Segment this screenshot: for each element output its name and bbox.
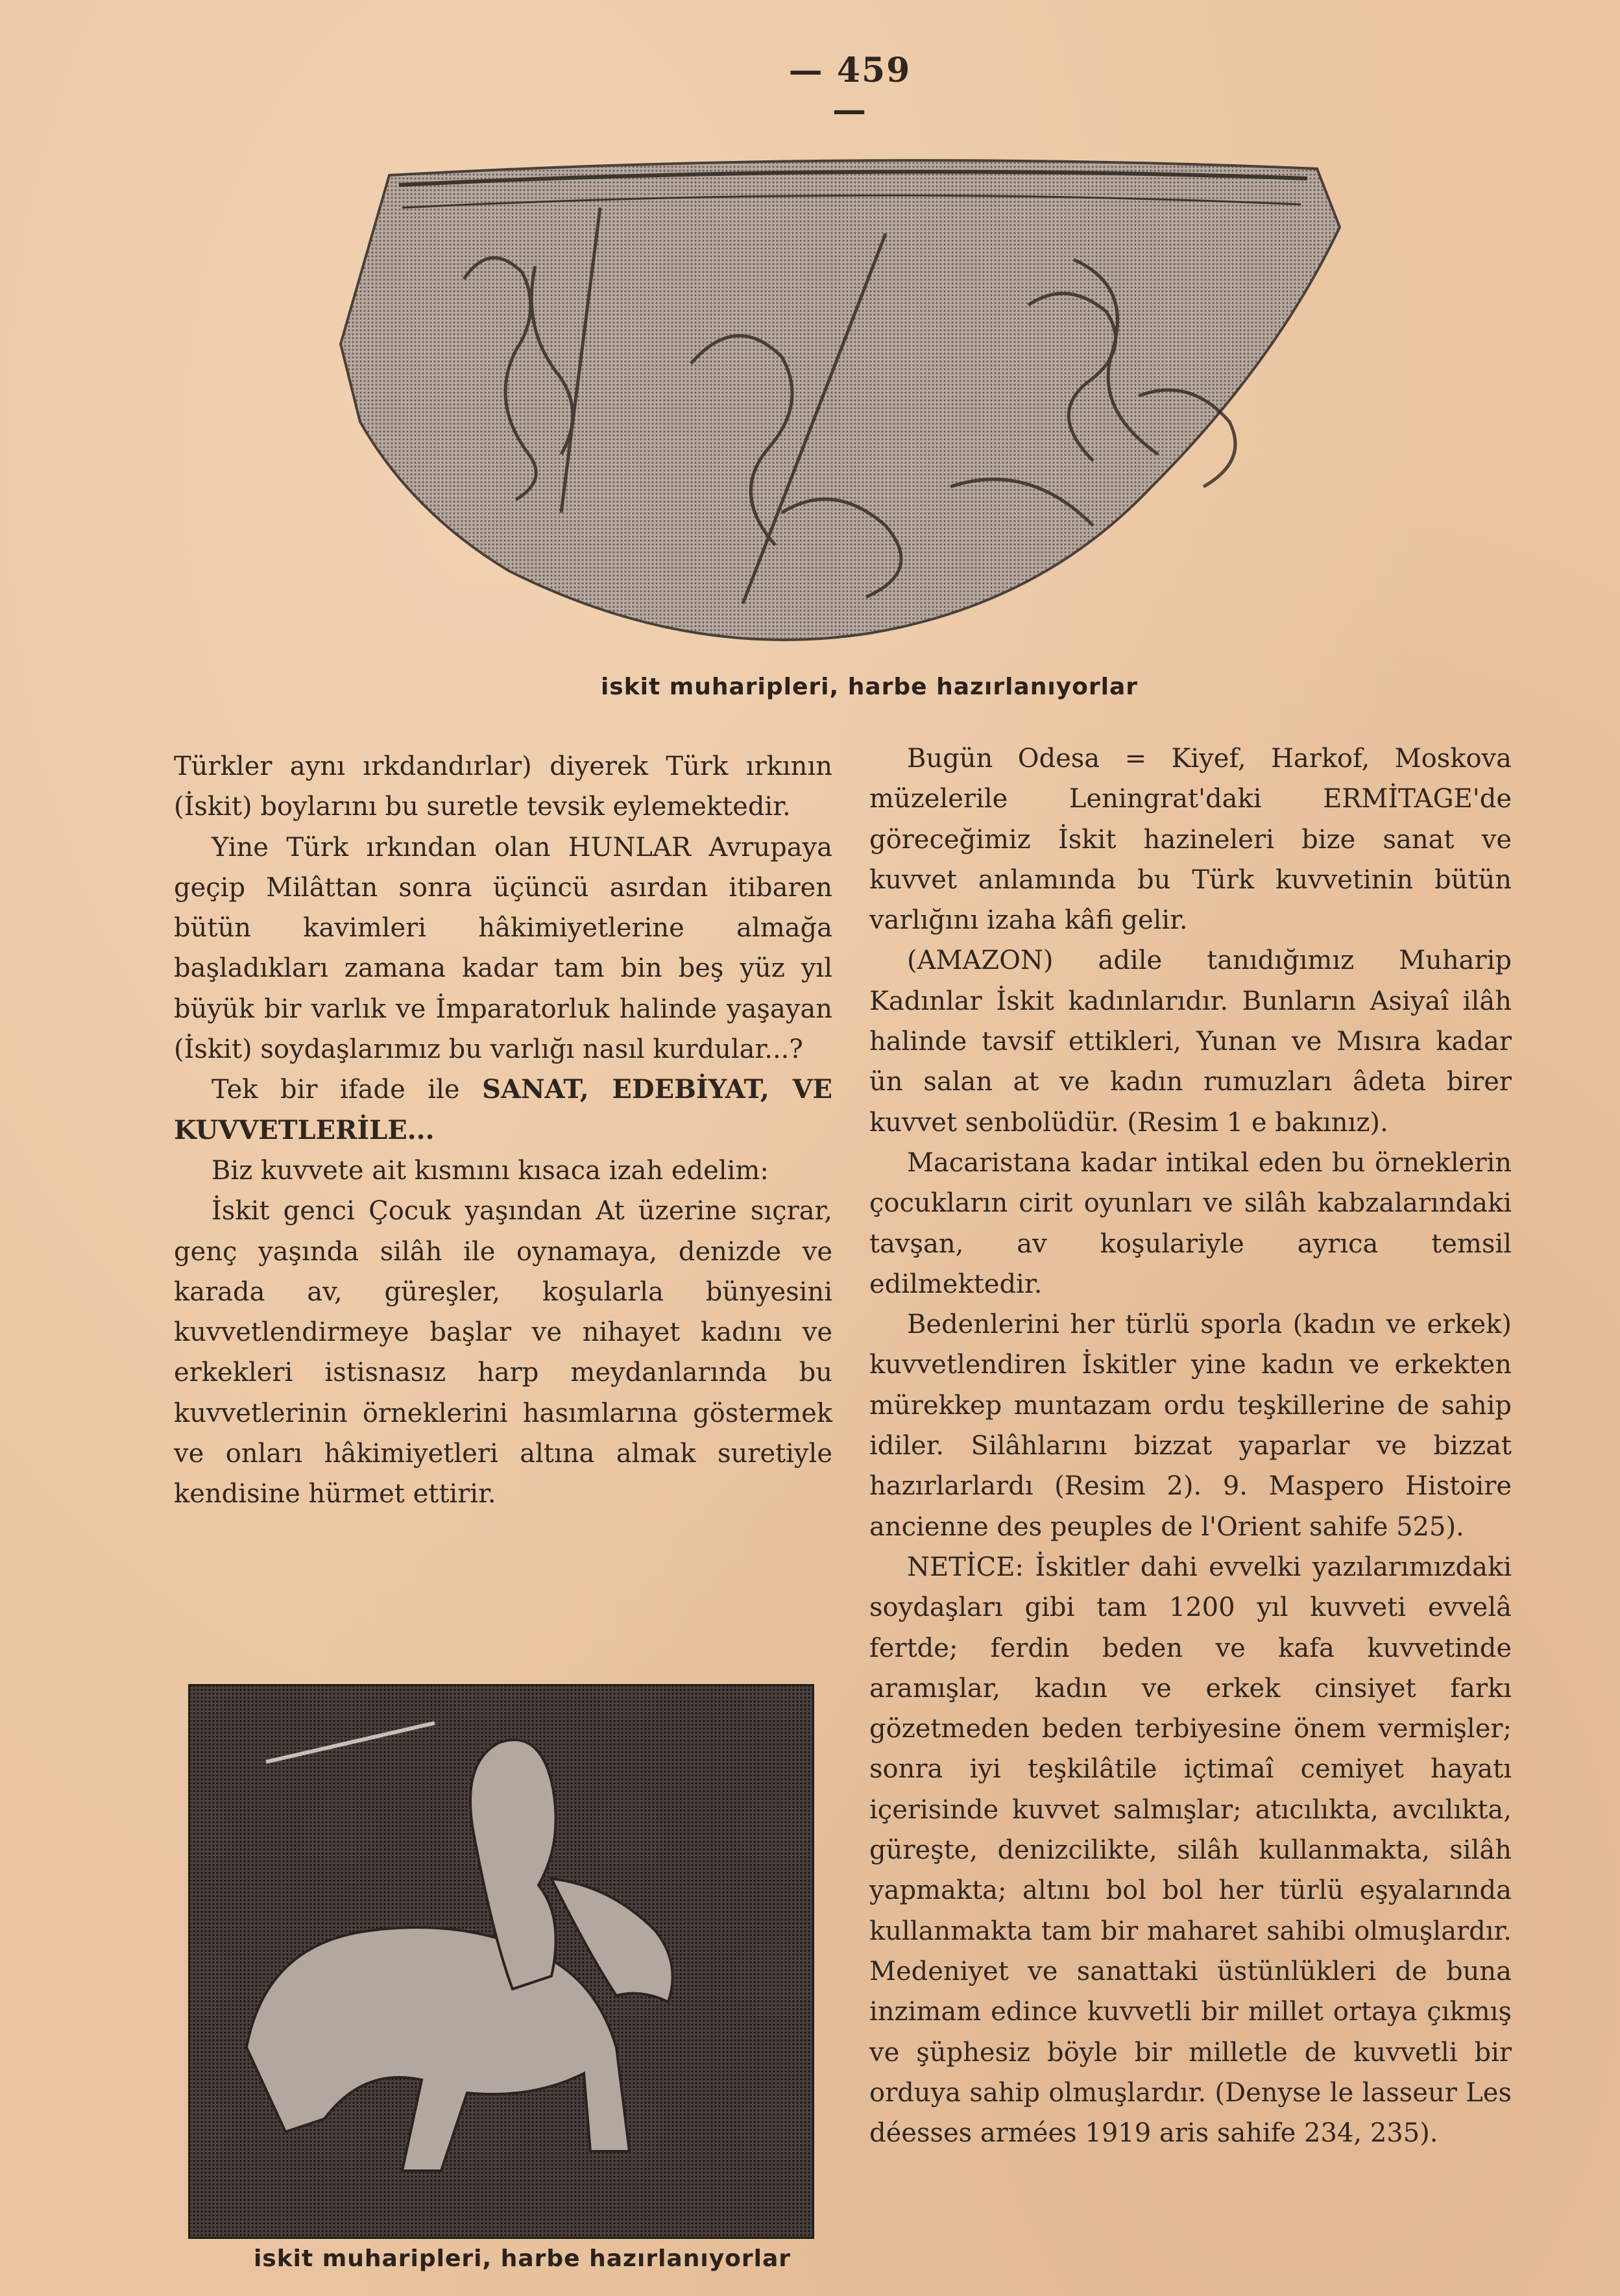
bottom-figure-image [188, 1684, 814, 2239]
left-paragraph-3-lead: Tek bir ifade ile [212, 1075, 483, 1105]
left-paragraph-3-emphasis: SANAT, EDEBİYAT, VE KUVVETLERİLE... [174, 1074, 832, 1145]
top-figure-image [328, 149, 1382, 688]
bottom-figure-caption: iskit muharipleri, harbe hazırlanıyorlar [253, 2245, 792, 2272]
left-column [174, 746, 832, 1515]
right-column [869, 739, 1512, 2153]
left-paragraph-5: İskit genci Çocuk yaşından At üzerine sıçrar, genç yaşında silâh ile oynamaya, denizde ve karada av, güreşler, koşularla bünyesini kuvvetlendirmeye başlar ve nihayet kadını ve erkekleri istisnasız harp meydanlarında bu kuvvetlerinin örneklerini hasımlarına göstermek ve onları hâkimiyetleri altına almak suretiyle kendisine hürmet ettirir. [174, 1196, 832, 1509]
left-paragraph-4: Biz kuvvete ait kısmını kısaca izah edelim: [212, 1155, 769, 1186]
right-paragraph-4: Bedenlerini her türlü sporla (kadın ve erkek) kuvvetlendiren İskitler yine kadın ve erkekten mürekkep muntazam ordu teşkillerine de sahip idiler. Silâhlarını bizzat yaparlar ve bizzat hazırlarlardı (Resim 2). 9. Maspero Histoire ancienne des peuples de l'Orient sahife 525). [869, 1310, 1512, 1542]
top-figure-caption: iskit muharipleri, harbe hazırlanıyorlar [600, 674, 1139, 700]
right-paragraph-1: Bugün Odesa = Kiyef, Harkof, Moskova müzelerile Leningrat'daki ERMİTAGE'de göreceğimiz İskit hazineleri bize sanat ve kuvvet anlamında bu Türk kuvvetinin bütün varlığını izaha kâfi gelir. [869, 744, 1512, 936]
right-paragraph-5: NETİCE: İskitler dahi evvelki yazılarımızdaki soydaşları gibi tam 1200 yıl kuvveti evvelâ fertde; ferdin beden ve kafa kuvvetinde aramışlar, kadın ve erkek cinsiyet farkı gözetmeden beden terbiyesine önem vermişler; sonra iyi teşkilâtile içtimaî cemiyet hayatı içerisinde kuvvet salmışlar; atıcılıkta, avcılıkta, güreşte, denizcilikte, silâh kullanmakta, silâh yapmakta; altını bol bol her türlü eşyalarında kullanmakta tam bir maharet sahibi olmuşlardır. Medeniyet ve sanattaki üstünlükleri de buna inzimam edince kuvvetli bir millet ortaya çıkmış ve şüphesiz böyle bir milletle de kuvvetli bir orduya sahip olmuşlardır. (Denyse le lasseur Les déesses armées 1919 aris sahife 234, 235). [869, 1552, 1512, 2149]
right-paragraph-2: (AMAZON) adile tanıdığımız Muharip Kadınlar İskit kadınlarıdır. Bunların Asiyaî ilâh halinde tavsif ettikleri, Yunan ve Mısıra kadar ün salan at ve kadın rumuzları âdeta birer kuvvet senbolüdür. (Resim 1 e bakınız). [869, 946, 1512, 1138]
left-paragraph-1: Türkler aynı ırkdandırlar) diyerek Türk ırkının (İskit) boylarını bu suretle tevsik eylemektedir. [174, 751, 832, 822]
left-paragraph-3 [174, 1069, 832, 1151]
right-paragraph-3: Macaristana kadar intikal eden bu örneklerin çocukların cirit oyunları ve silâh kabzalarındaki tavşan, av koşulariyle ayrıca temsil edilmektedir. [869, 1147, 1512, 1299]
page-number: — 459 — [788, 51, 912, 130]
left-paragraph-2: Yine Türk ırkından olan HUNLAR Avrupaya geçip Milâttan sonra üçüncü asırdan itibaren bütün kavimleri hâkimiyetlerine almağa başladıkları zamana kadar tam bin beş yüz yıl büyük bir varlık ve İmparatorluk halinde yaşayan (İskit) soydaşlarımız bu varlığı nasıl kurdular...? [174, 832, 832, 1065]
